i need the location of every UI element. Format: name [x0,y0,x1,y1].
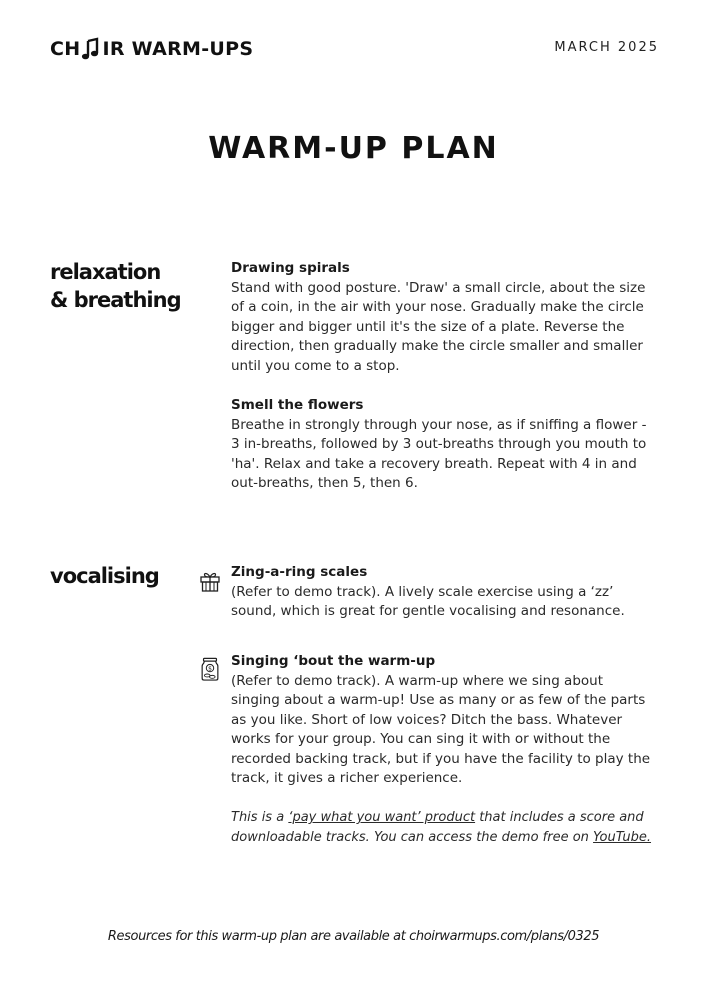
section-label-line: vocalising [50,564,159,588]
music-note-icon [81,37,101,61]
brand-text-suffix: IR WARM-UPS [102,38,254,60]
issue-date: MARCH 2025 [554,40,659,55]
pay-what-you-want-link[interactable]: ‘pay what you want’ product [288,810,476,825]
exercise-smell-the-flowers [231,396,656,494]
section-label-line: relaxation [50,260,161,284]
exercise-zing-a-ring-scales [231,563,656,622]
exercise-title: Singing ‘bout the warm-up [231,653,436,669]
product-note [231,808,656,848]
page-title: WARM-UP PLAN [208,131,499,166]
gift-icon [199,569,221,593]
exercise-drawing-spirals [231,259,656,376]
tip-jar-icon [199,657,221,681]
exercise-title: Zing-a-ring scales [231,564,368,580]
exercise-description: Stand with good posture. 'Draw' a small circle, about the size of a coin, in the air with your nose. Gradually make the circle bigger and bigger until it's the size of a plate. Reverse the direction, then gradually make the circle smaller and smaller until you come to a stop. [231,279,646,374]
exercise-singing-bout-the-warm-up [231,652,656,789]
exercise-title: Drawing spirals [231,260,350,276]
footer-resources: Resources for this warm-up plan are available at choirwarmups.com/plans/0325 [107,929,600,944]
section-label-relaxation [50,258,181,314]
exercise-description: (Refer to demo track). A lively scale exercise using a ‘zz’ sound, which is great for gentle vocalising and resonance. [231,583,625,619]
exercise-title: Smell the flowers [231,397,364,413]
section-label-vocalising [50,562,159,590]
exercise-description: (Refer to demo track). A warm-up where we sing about singing about a warm-up! Use as many or as few of the parts as you like. Short of low voices? Ditch the bass. Whatever works for your group. You can sing it with or without the recorded backing track, but if you have the facility to play the track, it gives a richer experience. [231,672,651,786]
note-prefix: This is a [231,810,289,825]
brand-logo [50,37,253,61]
svg-text:$: $ [208,665,212,673]
youtube-link[interactable]: YouTube. [593,830,652,845]
exercise-description: Breathe in strongly through your nose, as if sniffing a flower - 3 in-breaths, followed by 3 out-breaths through you mouth to 'ha'. Relax and take a recovery breath. Repeat with 4 in and out-breaths, then 5, then 6. [231,416,647,491]
brand-text-prefix: CH [50,38,81,60]
note-middle: that includes a score and downloadable tracks. You can access the demo free on [231,810,644,845]
section-label-line: & breathing [50,288,181,312]
